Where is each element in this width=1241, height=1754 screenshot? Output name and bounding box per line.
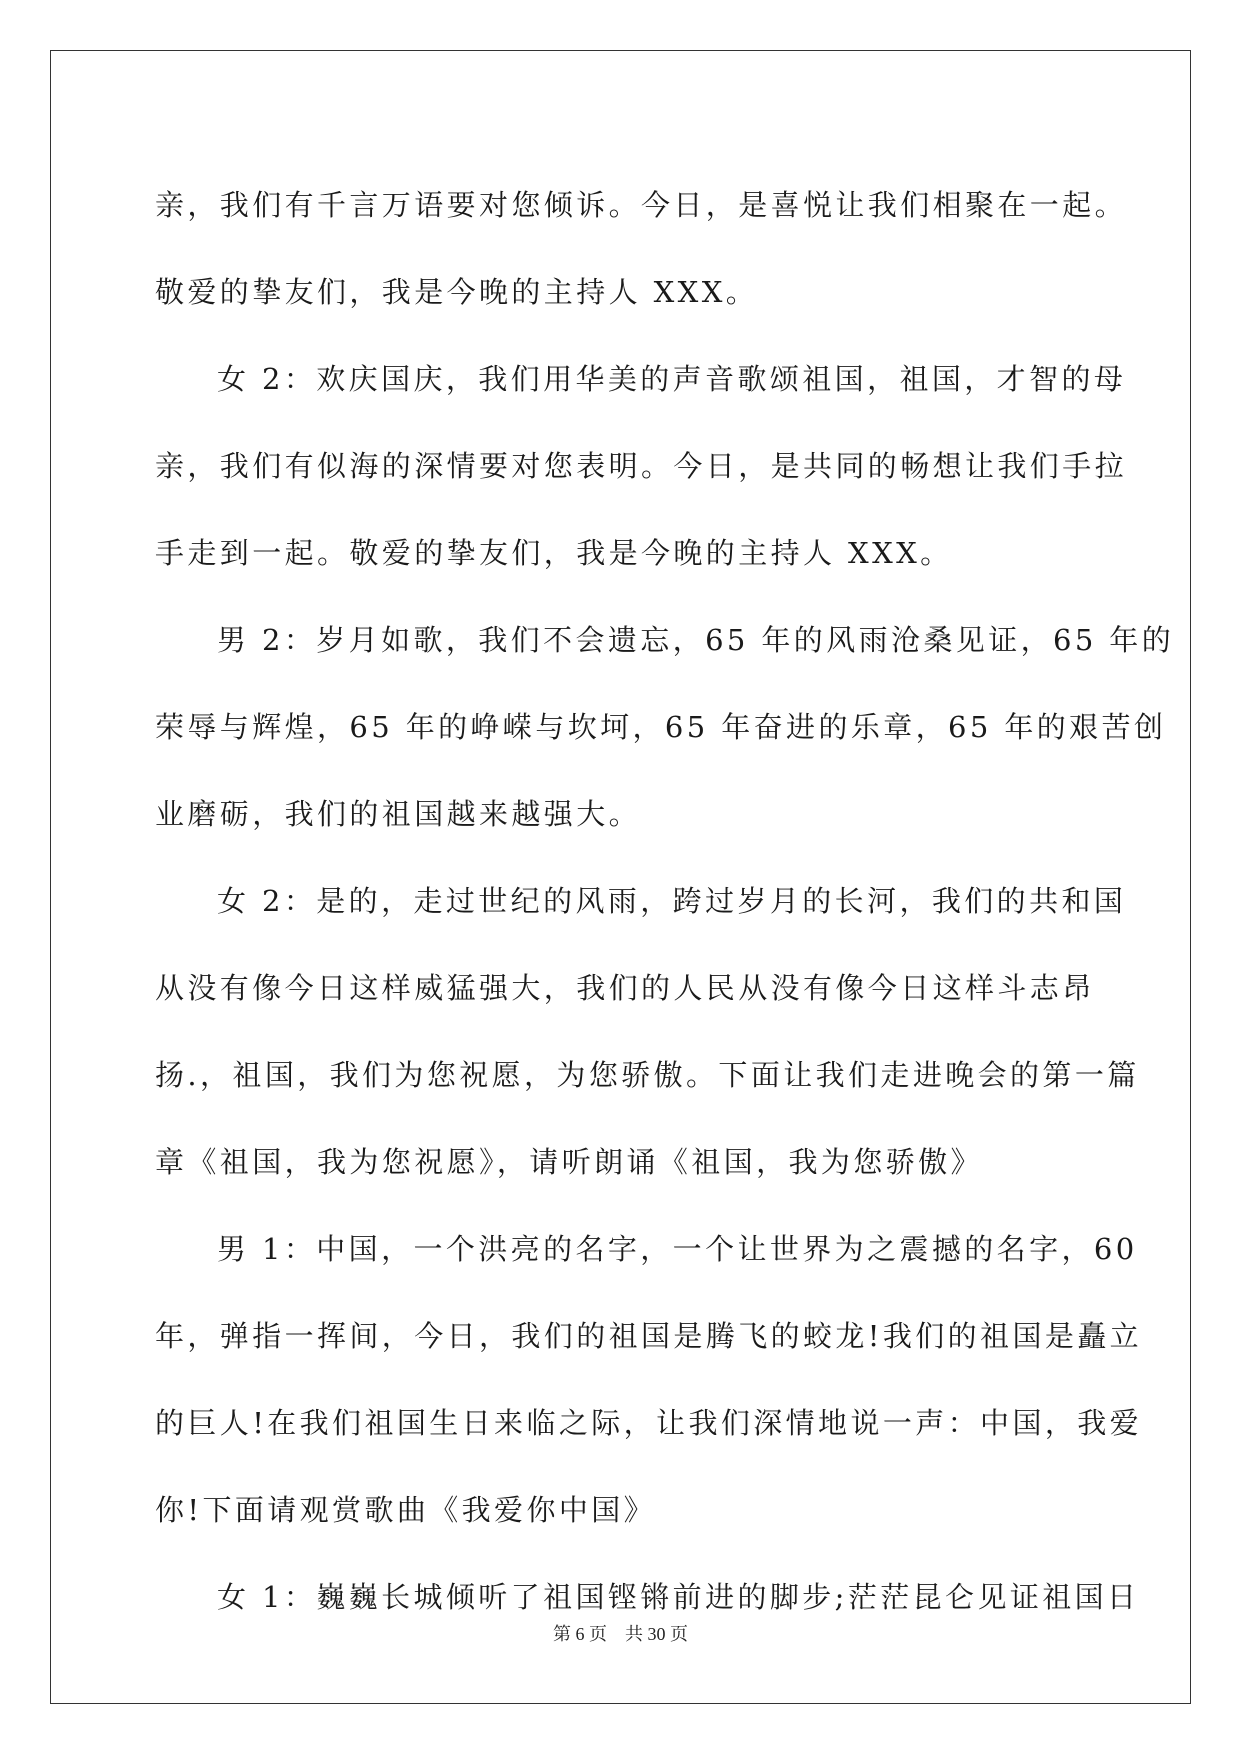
paragraph-start-line: 男 1：中国，一个洪亮的名字，一个让世界为之震撼的名字，60	[217, 1232, 1138, 1266]
text-line: 从没有像今日这样威猛强大，我们的人民从没有像今日这样斗志昂	[155, 971, 1095, 1005]
text-line: 你!下面请观赏歌曲《我爱你中国》	[155, 1493, 657, 1527]
text-line: 手走到一起。敬爱的挚友们，我是今晚的主持人 XXX。	[155, 536, 953, 570]
document-body	[155, 162, 1175, 1641]
text-line: 亲，我们有似海的深情要对您表明。今日，是共同的畅想让我们手拉	[155, 449, 1128, 483]
text-line: 章《祖国，我为您祝愿》，请听朗诵《祖国，我为您骄傲》	[155, 1145, 983, 1179]
text-line: 扬.，祖国，我们为您祝愿，为您骄傲。下面让我们走进晚会的第一篇	[155, 1058, 1140, 1092]
paragraph-start-line: 女 1：巍巍长城倾听了祖国铿锵前进的脚步;茫茫昆仑见证祖国日	[217, 1580, 1140, 1614]
paragraph-start-line: 男 2：岁月如歌，我们不会遗忘，65 年的风雨沧桑见证，65 年的	[217, 623, 1175, 657]
page-footer	[0, 1620, 1241, 1646]
text-line: 敬爱的挚友们，我是今晚的主持人 XXX。	[155, 275, 759, 309]
text-line: 年，弹指一挥间，今日，我们的祖国是腾飞的蛟龙!我们的祖国是矗立	[155, 1319, 1143, 1353]
text-line: 的巨人!在我们祖国生日来临之际，让我们深情地说一声：中国，我爱	[155, 1406, 1143, 1440]
page-total: 共 30 页	[625, 1624, 688, 1644]
text-line: 荣辱与辉煌，65 年的峥嵘与坎坷，65 年奋进的乐章，65 年的艰苦创	[155, 710, 1167, 744]
paragraph-start-line: 女 2：是的，走过世纪的风雨，跨过岁月的长河，我们的共和国	[217, 884, 1127, 918]
text-line: 业磨砺，我们的祖国越来越强大。	[155, 797, 642, 831]
text-line: 亲，我们有千言万语要对您倾诉。今日，是喜悦让我们相聚在一起。	[155, 188, 1128, 222]
page-number: 第 6 页	[553, 1624, 607, 1644]
paragraph-start-line: 女 2：欢庆国庆，我们用华美的声音歌颂祖国，祖国，才智的母	[217, 362, 1127, 396]
